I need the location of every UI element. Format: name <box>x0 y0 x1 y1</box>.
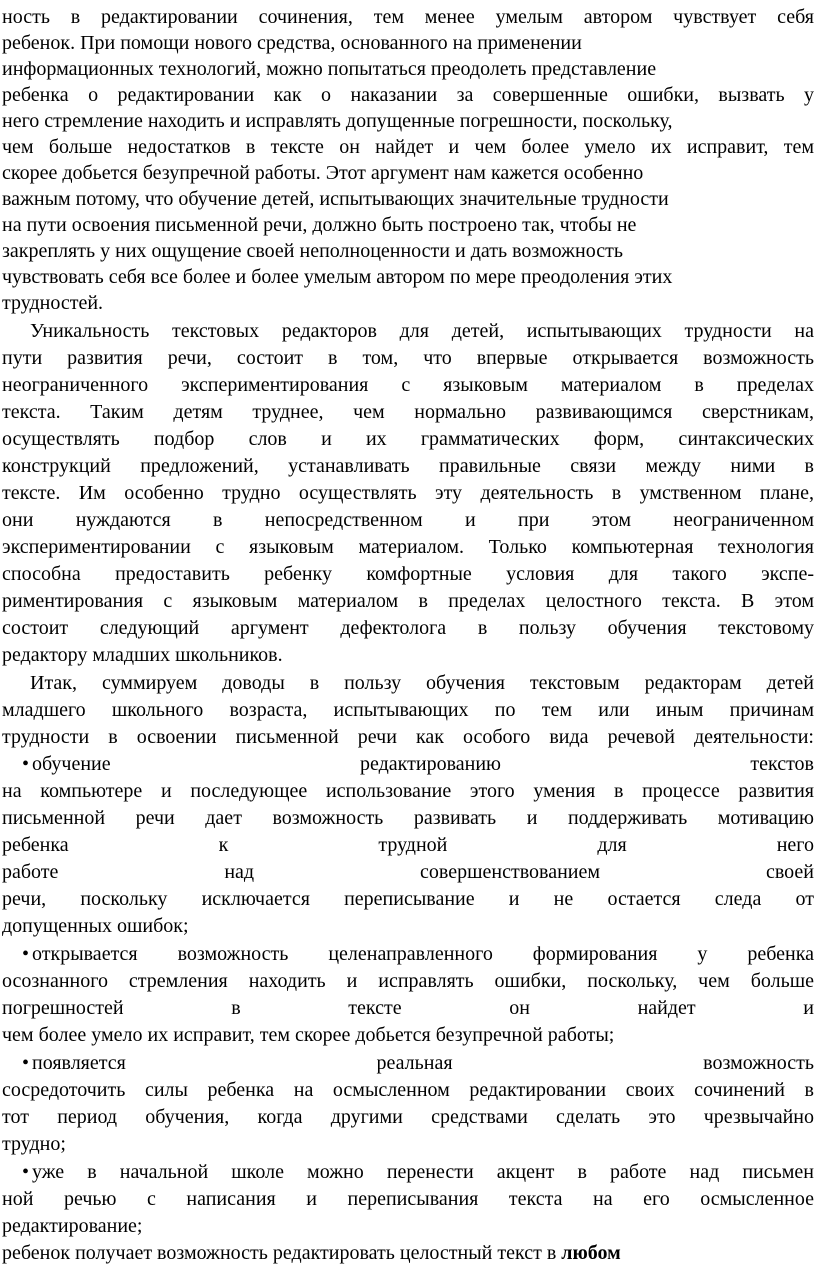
text-line: скорее добьется безупречной работы. Этот аргумент нам кажется особенно <box>2 162 644 184</box>
text-line: письменной речи дает возможность развивать и поддерживать мотивацию <box>2 807 814 829</box>
text-line: риментирования с языковым материалом в пределах целостного текста. В этом <box>2 590 814 612</box>
text-line: редактору младших школьников. <box>2 644 283 666</box>
text-line: текста. Таким детям труднее, чем нормально развивающимся сверстникам, <box>2 401 814 423</box>
text-line: ребенка к трудной для него <box>2 834 814 856</box>
text-line: они нуждаются в непосредственном и при этом неограниченном <box>2 509 814 531</box>
text-line: сосредоточить силы ребенка на осмысленном редактировании своих сочинений в <box>2 1079 814 1101</box>
bullet-icon: • <box>22 1161 30 1183</box>
text-line: допущенных ошибок; <box>2 915 189 937</box>
text-line: трудно; <box>2 1133 66 1155</box>
text-line: тот период обучения, когда другими средствами сделать это чрезвычайно <box>2 1106 814 1128</box>
text-line: трудности в освоении письменной речи как особого вида речевой деятельности: <box>2 726 814 748</box>
text-line: него стремление находить и исправлять допущенные погрешности, поскольку, <box>2 110 673 132</box>
text-line: на пути освоения письменной речи, должно быть построено так, чтобы не <box>2 214 637 236</box>
bold-word: любом <box>561 1242 621 1264</box>
text-line-last <box>2 1240 814 1266</box>
bullet-item <box>22 751 814 777</box>
text-line: конструкций предложений, устанавливать правильные связи между ними в <box>2 455 814 477</box>
bullet-item <box>22 1050 814 1076</box>
text-line: информационных технологий, можно попытаться преодолеть представление <box>2 58 657 80</box>
text-line: чем более умело их исправит, тем скорее добьется безупречной работы; <box>2 1024 615 1046</box>
text-line: Уникальность текстовых редакторов для детей, испытывающих трудности на <box>30 320 814 342</box>
bullet-icon: • <box>22 943 30 965</box>
text-line: экспериментировании с языковым материалом. Только компьютерная технология <box>2 536 814 558</box>
text-line: работе над совершенствованием своей <box>2 861 814 883</box>
text-line: неограниченного экспериментирования с языковым материалом в пределах <box>2 374 814 396</box>
text-line: ность в редактировании сочинения, тем менее умелым автором чувствует себя <box>2 6 814 28</box>
text-line: на компьютере и последующее использование этого умения в процессе развития <box>2 780 814 802</box>
text-line: появляется реальная возможность <box>32 1052 814 1074</box>
text-line: чувствовать себя все более и более умелым автором по мере преодоления этих <box>2 266 673 288</box>
text-line: открывается возможность целенаправленного формирования у ребенка <box>32 943 814 965</box>
text-line: важным потому, что обучение детей, испытывающих значительные трудности <box>2 188 669 210</box>
text-line: погрешностей в тексте он найдет и <box>2 997 814 1019</box>
text-line: осуществлять подбор слов и их грамматических форм, синтаксических <box>2 428 814 450</box>
text-line: чем больше недостатков в тексте он найдет и чем более умело их исправит, тем <box>2 136 814 158</box>
text-line: способна предоставить ребенку комфортные условия для такого экспе- <box>2 563 814 585</box>
text-line: ребенок. При помощи нового средства, основанного на применении <box>2 32 582 54</box>
bullet-item <box>22 941 814 967</box>
text-line: уже в начальной школе можно перенести акцент в работе над письмен <box>32 1161 814 1183</box>
text-line: младшего школьного возраста, испытывающих по тем или иным причинам <box>2 699 814 721</box>
text-line: осознанного стремления находить и исправлять ошибки, поскольку, чем больше <box>2 970 814 992</box>
text-line: ной речью с написания и переписывания текста на его осмысленное <box>2 1188 814 1210</box>
text-line: тексте. Им особенно трудно осуществлять эту деятельность в умственном плане, <box>2 482 814 504</box>
text-line: Итак, суммируем доводы в пользу обучения текстовым редакторам детей <box>30 672 814 694</box>
text-line: закреплять у них ощущение своей неполноценности и дать возможность <box>2 240 623 262</box>
text-line: ребенка о редактировании как о наказании за совершенные ошибки, вызвать у <box>2 84 814 106</box>
bullet-item <box>22 1159 814 1185</box>
bullet-icon: • <box>22 753 30 775</box>
text-line: ребенок получает возможность редактировать целостный текст в <box>2 1242 557 1264</box>
text-line: обучение редактированию текстов <box>32 753 814 775</box>
text-line: редактирование; <box>2 1215 143 1237</box>
text-line: трудностей. <box>2 292 104 314</box>
text-line: пути развития речи, состоит в том, что впервые открывается возможность <box>2 347 814 369</box>
bullet-icon: • <box>22 1052 30 1074</box>
text-line: состоит следующий аргумент дефектолога в пользу обучения текстовому <box>2 617 814 639</box>
text-line: речи, поскольку исключается переписывание и не остается следа от <box>2 888 814 910</box>
